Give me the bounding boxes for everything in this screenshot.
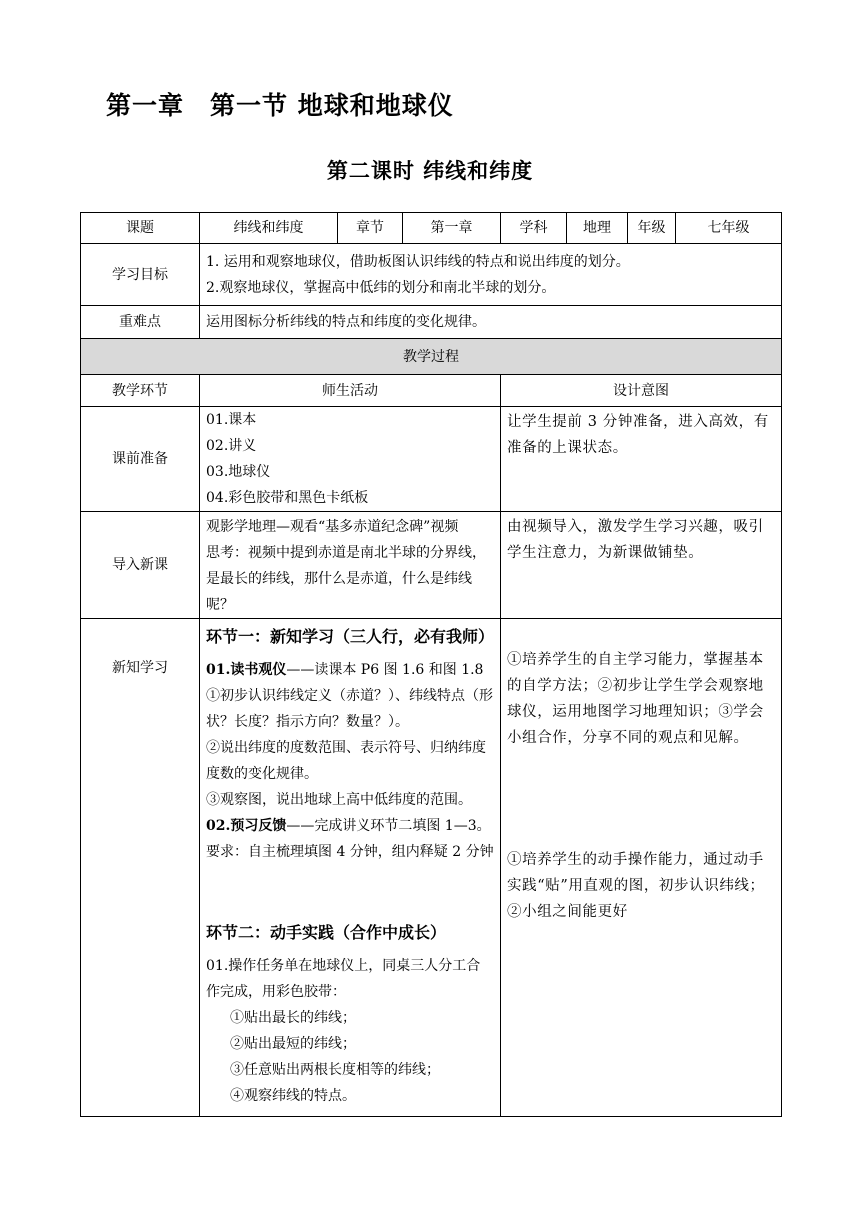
hands-on-intro: 01.操作任务单在地球仪上，同桌三人分工合作完成，用彩色胶带： (206, 958, 481, 1000)
section1-title: 环节一：新知学习（三人行，必有我师） (206, 627, 495, 646)
new-label: 新知学习 (81, 619, 200, 1117)
intro-question: 思考：视频中提到赤道是南北半球的分界线，是最长的纬线，那什么是赤道，什么是纬线呢？ (206, 545, 486, 613)
task-item: ①初步认识纬线定义（赤道？）、纬线特点（形状？长度？指示方向？数量？）。 (206, 688, 493, 730)
grade-label: 年级 (628, 213, 676, 244)
goals-row (81, 244, 782, 306)
prep-item: 01.课本 (206, 412, 257, 428)
subject-label: 学科 (501, 213, 567, 244)
intro-row (81, 512, 782, 619)
prep-label: 课前准备 (81, 407, 200, 512)
process-header-row (81, 339, 782, 375)
read-observe-label: 01.读书观仪 (206, 662, 287, 678)
new-knowledge-row (81, 619, 782, 1117)
chapter-value: 第一章 (403, 213, 501, 244)
new-intent-2: ①培养学生的动手操作能力，通过动手实践“贴”用直观的图，初步认识纬线；②小组之间能更好 (507, 852, 765, 920)
prep-item: 04.彩色胶带和黑色卡纸板 (206, 490, 369, 506)
new-intent-1: ①培养学生的自主学习能力，掌握基本的自学方法；②初步让学生学会观察地球仪，运用地图学习地理知识；③学会小组合作，分享不同的观点和见解。 (507, 652, 764, 746)
col-activity-header: 师生活动 (200, 375, 501, 407)
page-title: 第一章 第一节 地球和地球仪 (106, 91, 454, 120)
goal-item: 2.观察地球仪，掌握高中低纬的划分和南北半球的划分。 (206, 279, 556, 296)
col-stage-header: 教学环节 (81, 375, 200, 407)
task-item: ②说出纬度的度数范围、表示符号、归纳纬度度数的变化规律。 (206, 740, 486, 782)
keypoints-text: 运用图标分析纬线的特点和纬度的变化规律。 (200, 306, 782, 339)
process-header: 教学过程 (81, 339, 782, 375)
keypoints-label: 重难点 (81, 306, 200, 339)
feedback-label: 02.预习反馈 (206, 818, 287, 834)
intro-video-line: 观影学地理—观看“基多赤道纪念碑”视频 (206, 519, 459, 535)
lesson-subtitle: 第二课时 纬线和纬度 (326, 159, 534, 183)
prep-item: 02.讲义 (206, 438, 257, 454)
requirement-line: 要求：自主梳理填图 4 分钟，组内释疑 2 分钟 (206, 844, 494, 860)
goals-label: 学习目标 (81, 244, 200, 306)
hands-on-item: ①贴出最长的纬线； (230, 1010, 356, 1026)
col-intent-header: 设计意图 (501, 375, 782, 407)
feedback-line (206, 813, 494, 839)
read-observe-text: ——读课本 P6 图 1.6 和图 1.8 (286, 662, 484, 678)
intro-label: 导入新课 (81, 512, 200, 619)
prep-activity (200, 407, 501, 512)
info-row (81, 213, 782, 244)
prep-row (81, 407, 782, 512)
prep-item: 03.地球仪 (206, 464, 271, 480)
intro-activity (200, 512, 501, 619)
goals-content (200, 244, 782, 306)
subject-value: 地理 (567, 213, 628, 244)
feedback-text: ——完成讲义环节二填图 1—3。 (286, 818, 491, 834)
new-activity (200, 619, 501, 1117)
column-header-row (81, 375, 782, 407)
new-intent (501, 619, 782, 1117)
hands-on-item: ②贴出最短的纬线； (230, 1036, 356, 1052)
hands-on-item: ③任意贴出两根长度相等的纬线； (230, 1062, 440, 1078)
topic-label: 课题 (81, 213, 200, 244)
chapter-label: 章节 (338, 213, 403, 244)
task-item: ③观察图，说出地球上高中低纬度的范围。 (206, 792, 472, 808)
prep-intent: 让学生提前 3 分钟准备，进入高效，有准备的上课状态。 (501, 407, 782, 512)
lesson-plan-table (80, 212, 782, 1117)
hands-on-item: ④观察纬线的特点。 (230, 1088, 356, 1104)
intro-intent: 由视频导入，激发学生学习兴趣，吸引学生注意力，为新课做铺垫。 (501, 512, 782, 619)
read-observe-line (206, 657, 494, 683)
topic-value: 纬线和纬度 (200, 213, 338, 244)
goal-item: 1. 运用和观察地球仪，借助板图认识纬线的特点和说出纬度的划分。 (206, 253, 630, 270)
section2-title: 环节二：动手实践（合作中成长） (206, 923, 447, 942)
grade-value: 七年级 (676, 213, 782, 244)
keypoints-row (81, 306, 782, 339)
